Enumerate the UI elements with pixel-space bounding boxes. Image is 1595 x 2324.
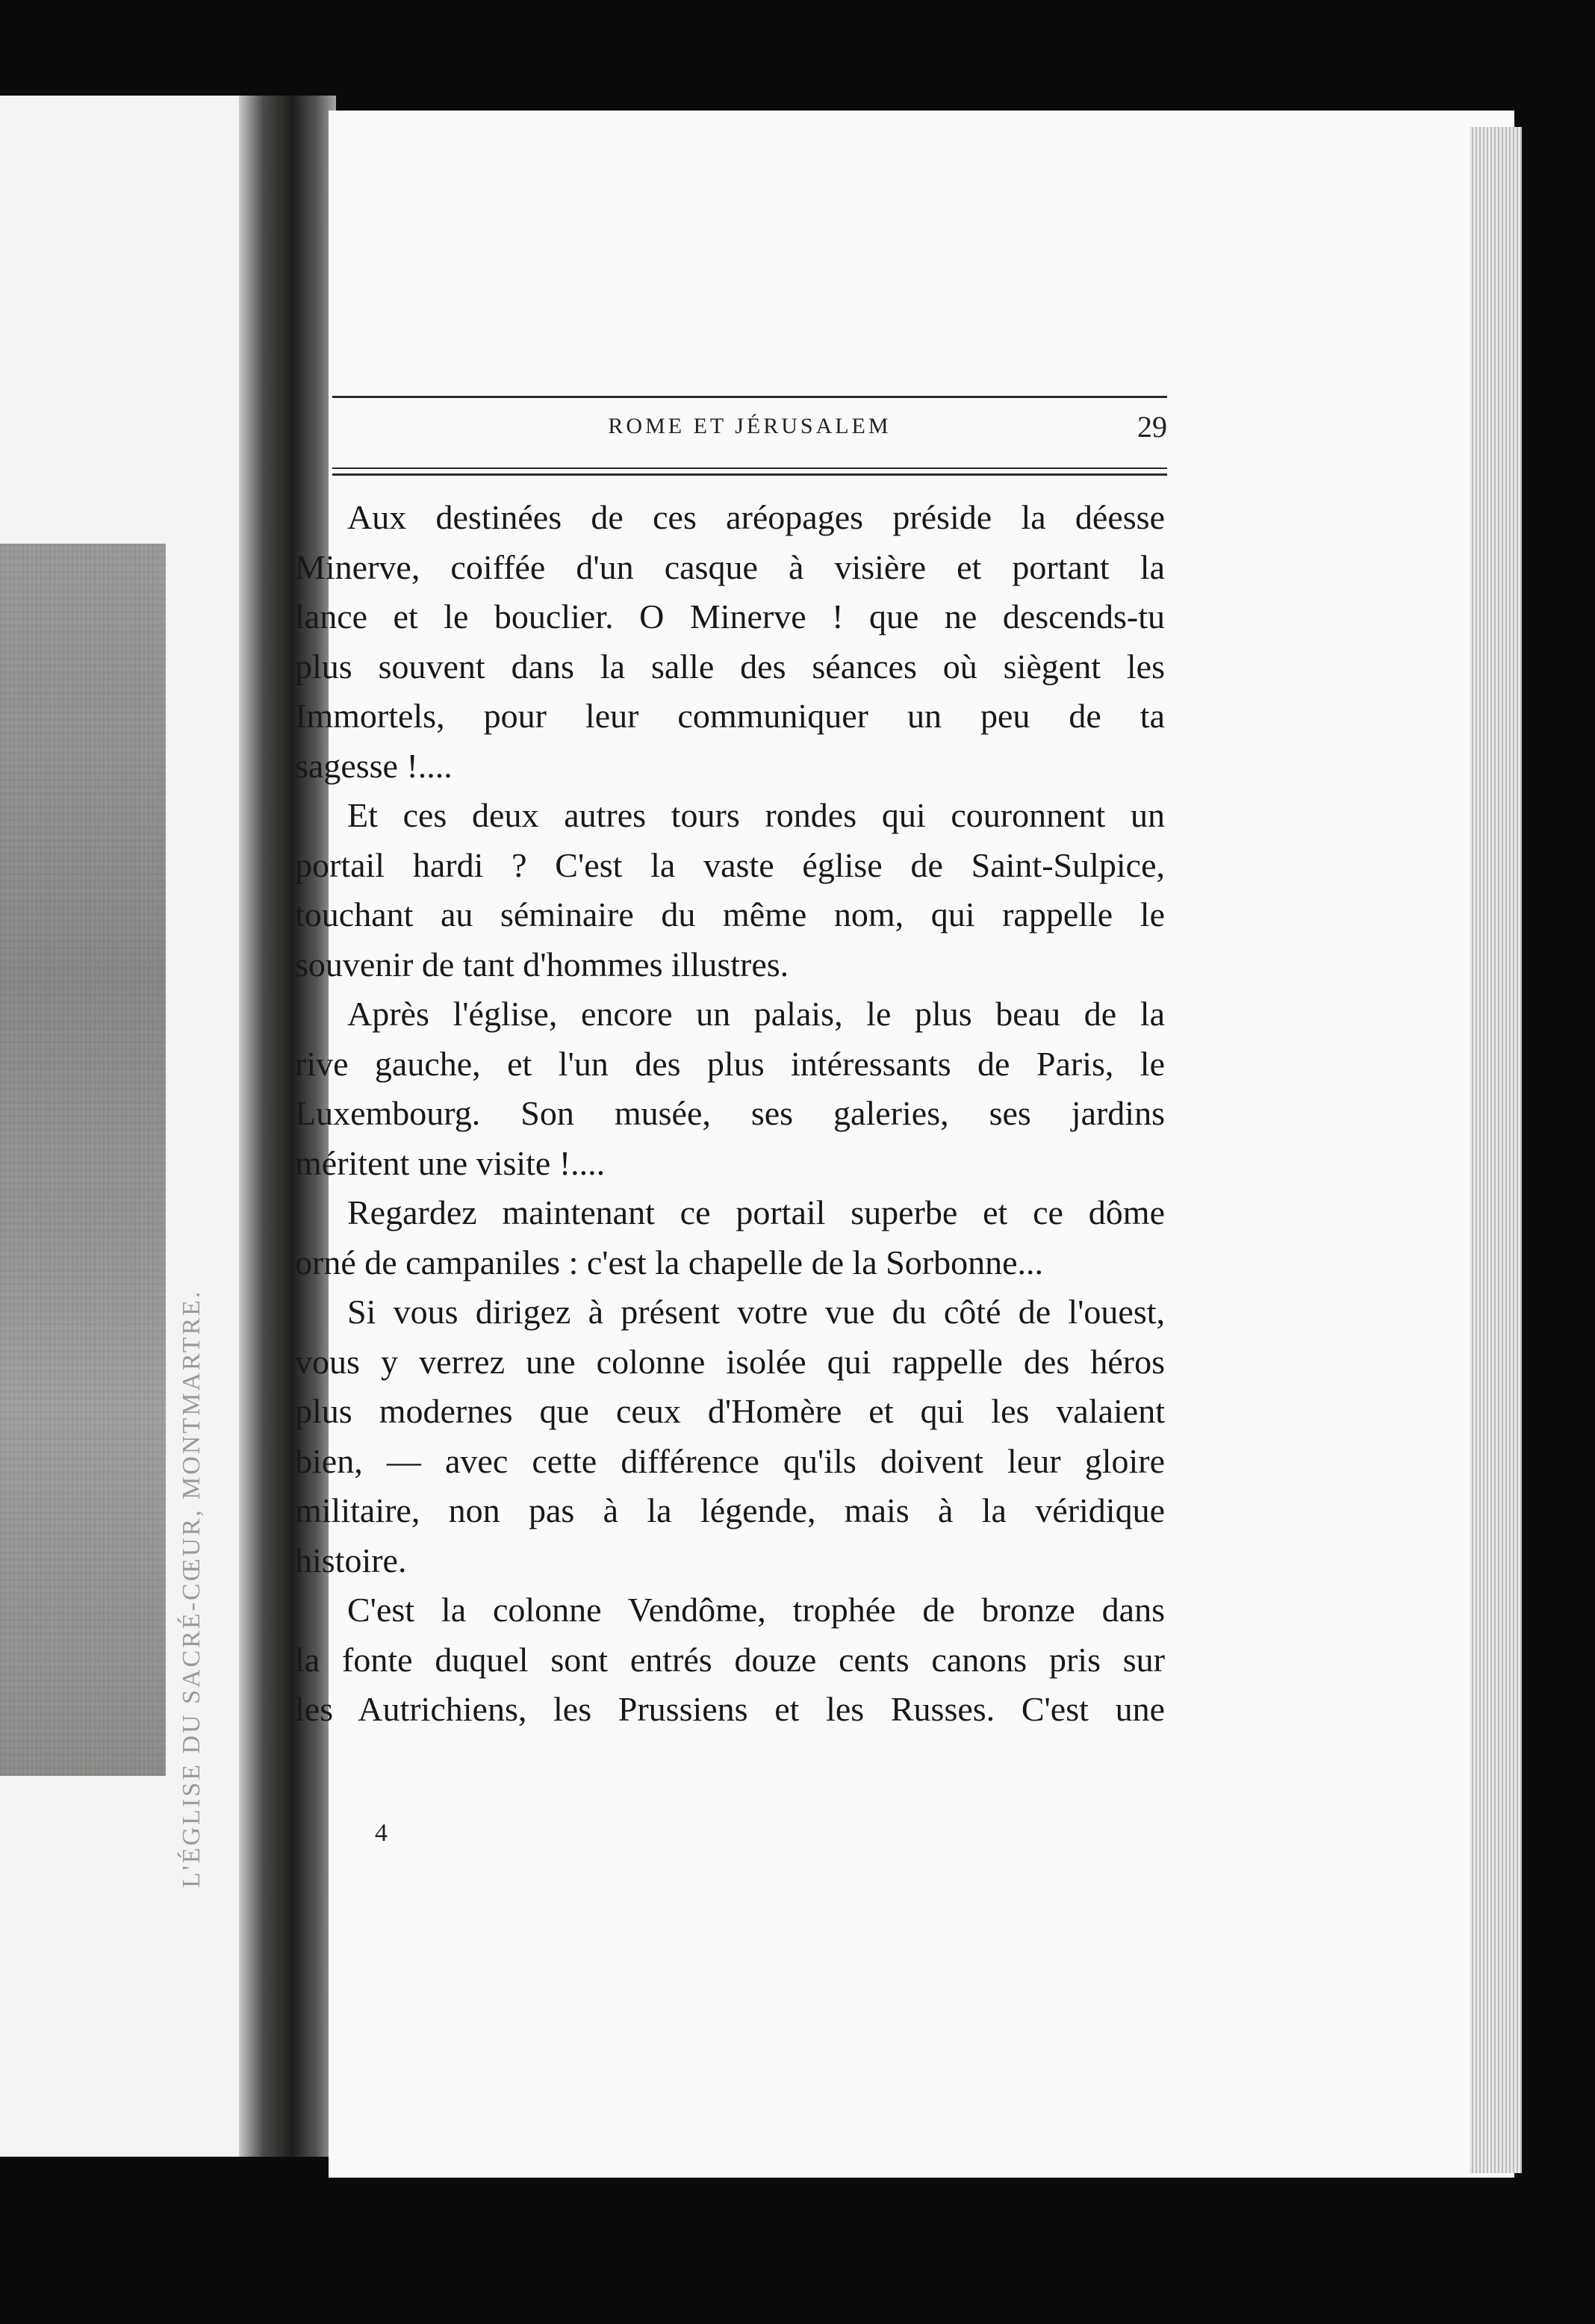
page-edge — [1470, 127, 1522, 2173]
text-line: Si vous dirigez à présent votre vue du côté de l'ouest, — [347, 1293, 1165, 1331]
text-line: plus modernes que ceux d'Homère et qui les valaient — [295, 1392, 1165, 1430]
text-line: Immortels, pour leur communiquer un peu de ta — [295, 697, 1165, 735]
text-line: C'est la colonne Vendôme, trophée de bronze dans — [347, 1591, 1165, 1629]
paragraph — [295, 1585, 1165, 1735]
text-line: Minerve, coiffée d'un casque à visière et portant la — [295, 547, 1165, 586]
text-line: Et ces deux autres tours rondes qui couronnent un — [347, 796, 1165, 834]
text-line: méritent une visite !.... — [295, 1143, 606, 1182]
text-line: vous y verrez une colonne isolée qui rappelle des héros — [295, 1342, 1165, 1381]
text-line: souvenir de tant d'hommes illustres. — [295, 945, 789, 984]
header-rule-lower — [332, 473, 1167, 476]
text-line: sagesse !.... — [295, 746, 453, 785]
paragraph — [295, 493, 1165, 791]
top-rule — [332, 396, 1167, 398]
text-line: portail hardi ? C'est la vaste église de Saint-Sulpice, — [295, 845, 1165, 884]
body-text — [295, 493, 1165, 1735]
text-line: la fonte duquel sont entrés douze cents canons pris sur — [295, 1640, 1165, 1679]
paragraph — [295, 1287, 1165, 1585]
signature-mark: 4 — [375, 1819, 388, 1847]
running-head — [332, 409, 1167, 454]
text-line: les Autrichiens, les Prussiens et les Russes. C'est une — [295, 1690, 1165, 1728]
text-line: orné de campaniles : c'est la chapelle de la Sorbonne... — [295, 1243, 1044, 1281]
paragraph — [295, 791, 1165, 989]
illustration-plate — [0, 544, 166, 1776]
text-line: militaire, non pas à la légende, mais à la véridique — [295, 1491, 1165, 1529]
text-line: plus souvent dans la salle des séances où siègent les — [295, 647, 1165, 686]
text-line: touchant au séminaire du même nom, qui rappelle le — [295, 895, 1165, 933]
text-line: rive gauche, et l'un des plus intéressants de Paris, le — [295, 1044, 1165, 1083]
page-number: 29 — [1137, 410, 1167, 444]
text-line: bien, — avec cette différence qu'ils doivent leur gloire — [295, 1441, 1165, 1480]
plate-caption: L'ÉGLISE DU SACRÉ-CŒUR, MONTMARTRE. — [178, 1289, 205, 1888]
header-rule-upper — [332, 467, 1167, 469]
paragraph — [295, 989, 1165, 1188]
text-line: Aux destinées de ces aréopages préside la déesse — [347, 498, 1165, 536]
text-line: Luxembourg. Son musée, ses galeries, ses jardins — [295, 1094, 1165, 1132]
paragraph — [295, 1188, 1165, 1287]
text-line: Regardez maintenant ce portail superbe et ce dôme — [347, 1193, 1165, 1231]
text-line: Après l'église, encore un palais, le plus beau de la — [347, 995, 1165, 1033]
text-line: lance et le bouclier. O Minerve ! que ne descends-tu — [295, 597, 1165, 636]
running-title: ROME ET JÉRUSALEM — [608, 414, 892, 438]
text-line: histoire. — [295, 1541, 407, 1579]
